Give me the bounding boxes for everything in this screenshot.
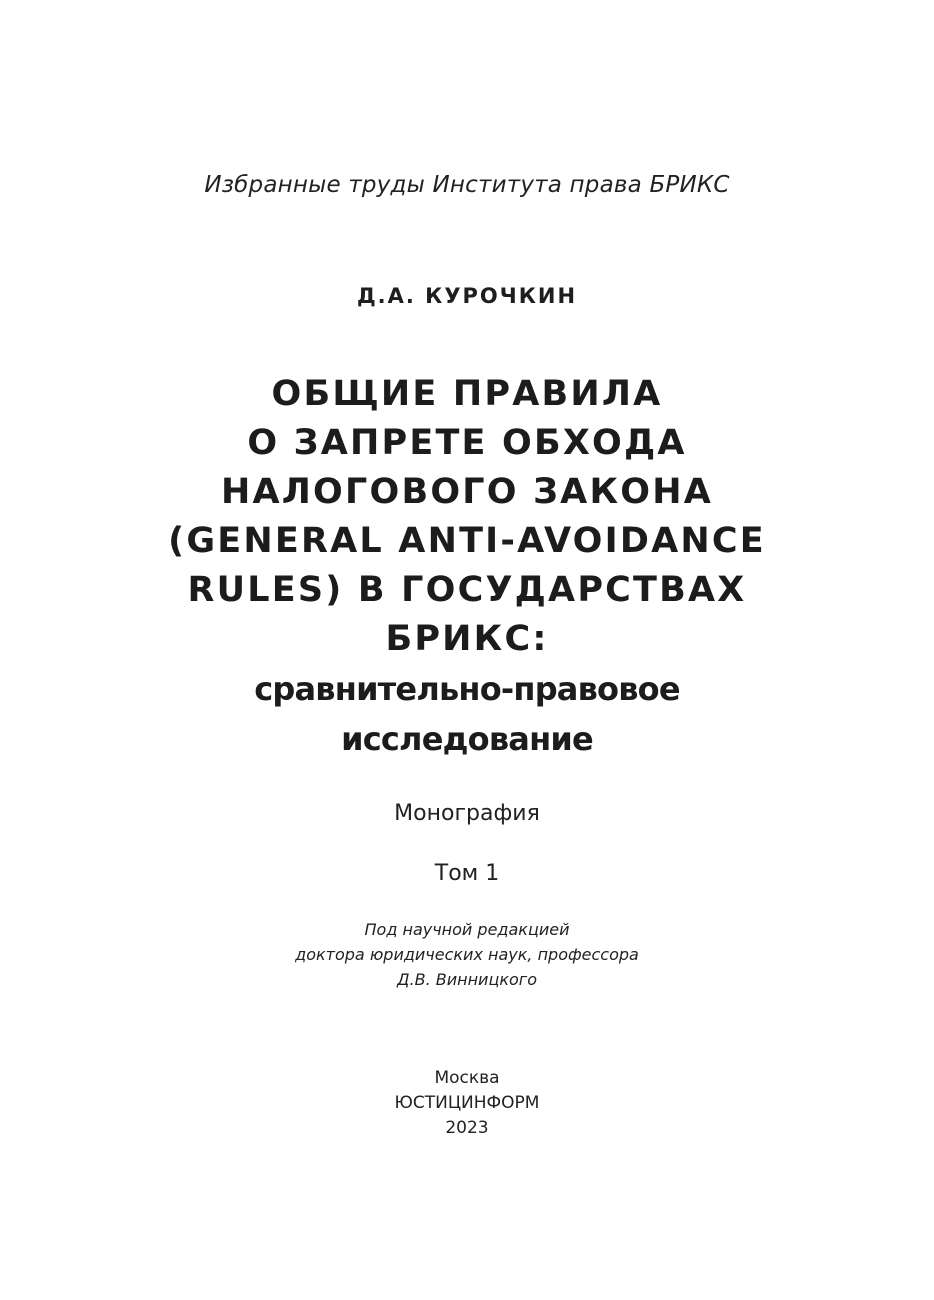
subtitle-line: исследование	[341, 720, 593, 758]
subtitle-line: сравнительно-правовое	[254, 670, 680, 708]
imprint-city: Москва	[434, 1068, 500, 1088]
series-title: Избранные труды Института права БРИКС	[204, 172, 730, 198]
title-line: БРИКС:	[385, 619, 549, 659]
editor-line: Под научной редакцией	[364, 920, 570, 939]
volume-label: Том 1	[434, 861, 500, 886]
editor-line: доктора юридических наук, профессора	[295, 945, 639, 964]
title-line: ОБЩИЕ ПРАВИЛА	[271, 374, 663, 414]
title-line: (GENERAL ANTI-AVOIDANCE	[168, 521, 766, 561]
title-line: RULES) В ГОСУДАРСТВАХ	[187, 570, 747, 610]
genre-label: Монография	[394, 801, 540, 826]
imprint	[0, 1066, 934, 1141]
imprint-year: 2023	[445, 1118, 489, 1138]
title-line: НАЛОГОВОГО ЗАКОНА	[220, 472, 714, 512]
title-line: О ЗАПРЕТЕ ОБХОДА	[247, 423, 687, 463]
editor-note	[0, 917, 934, 992]
imprint-publisher: ЮСТИЦИНФОРМ	[394, 1093, 540, 1113]
editor-line: Д.В. Винницкого	[397, 970, 537, 989]
book-title	[0, 370, 934, 764]
author-name: Д.А. КУРОЧКИН	[356, 284, 578, 308]
